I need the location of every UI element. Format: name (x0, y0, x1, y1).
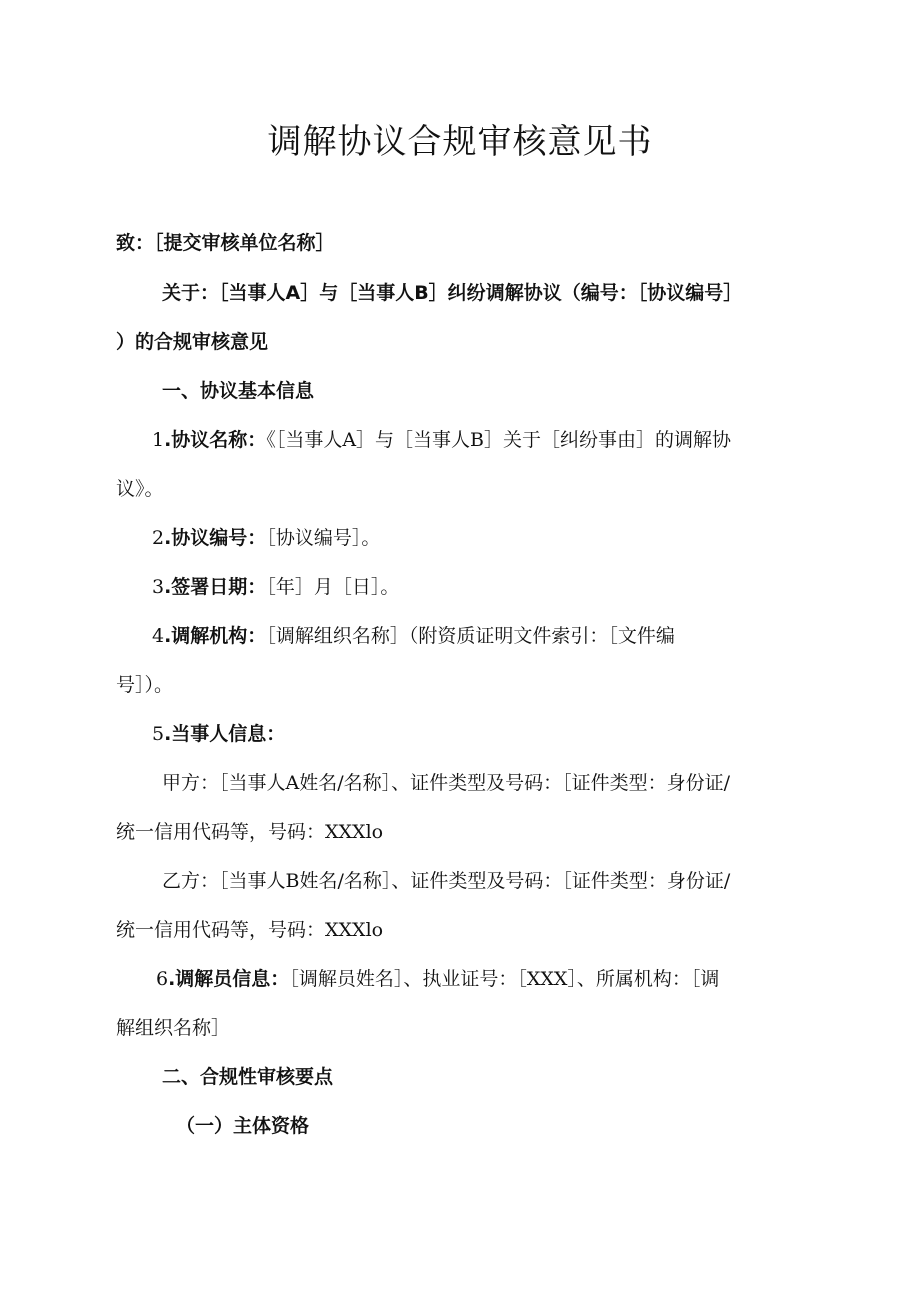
item-4-value: ［调解组织名称］（附资质证明文件索引：［文件编 (266, 625, 675, 647)
item-6-value-continued: 解组织名称］ (116, 1017, 231, 1039)
regarding-line-1: 关于：［当事人A］与［当事人B］纠纷调解协议（编号：［协议编号］ (162, 282, 743, 304)
item-2-label: .协议编号： (164, 527, 267, 549)
item-6-value: ［调解员姓名］、执业证号：［XXX］、所属机构：［调 (289, 968, 720, 990)
party-a-line-1: 甲方：［当事人A姓名/名称］、证件类型及号码：［证件类型：身份证/ (162, 772, 731, 794)
section-1-heading: 一、协议基本信息 (162, 380, 315, 402)
item-1-value: 《［当事人A］与［当事人B］关于［纠纷事由］的调解协 (266, 429, 731, 451)
item-1-value-continued: 议》。 (116, 478, 164, 500)
item-4-label: .调解机构： (164, 625, 267, 647)
item-5 (152, 720, 285, 748)
item-4 (152, 622, 675, 650)
item-5-number: 5 (152, 723, 165, 745)
item-3 (152, 573, 399, 601)
item-4-number: 4 (152, 625, 165, 647)
recipient-line: 致：［提交审核单位名称］ (116, 232, 335, 254)
item-3-number: 3 (152, 576, 165, 598)
item-3-label: .签署日期： (164, 576, 267, 598)
party-a-line-2: 统一信用代码等，号码：XXXlo (116, 821, 384, 843)
item-2-number: 2 (152, 527, 165, 549)
document-title: 调解协议合规审核意见书 (267, 122, 653, 162)
party-b-line-2: 统一信用代码等，号码：XXXlo (116, 919, 384, 941)
item-6-label: .调解员信息： (168, 968, 290, 990)
subsection-1-heading: （一）主体资格 (176, 1115, 310, 1137)
item-6 (156, 965, 719, 993)
item-2-value: ［协议编号］。 (266, 527, 381, 549)
item-1 (152, 426, 731, 454)
item-6-number: 6 (156, 968, 169, 990)
regarding-line-2: ）的合规审核意见 (116, 331, 269, 353)
item-1-number: 1 (152, 429, 165, 451)
item-1-label: .协议名称： (164, 429, 267, 451)
item-4-value-continued: 号］）。 (116, 674, 174, 696)
section-2-heading: 二、合规性审核要点 (162, 1066, 334, 1088)
party-b-line-1: 乙方：［当事人B姓名/名称］、证件类型及号码：［证件类型：身份证/ (162, 870, 731, 892)
item-5-label: .当事人信息： (164, 723, 286, 745)
item-3-value: ［年］月［日］。 (266, 576, 400, 598)
item-2 (152, 524, 380, 552)
